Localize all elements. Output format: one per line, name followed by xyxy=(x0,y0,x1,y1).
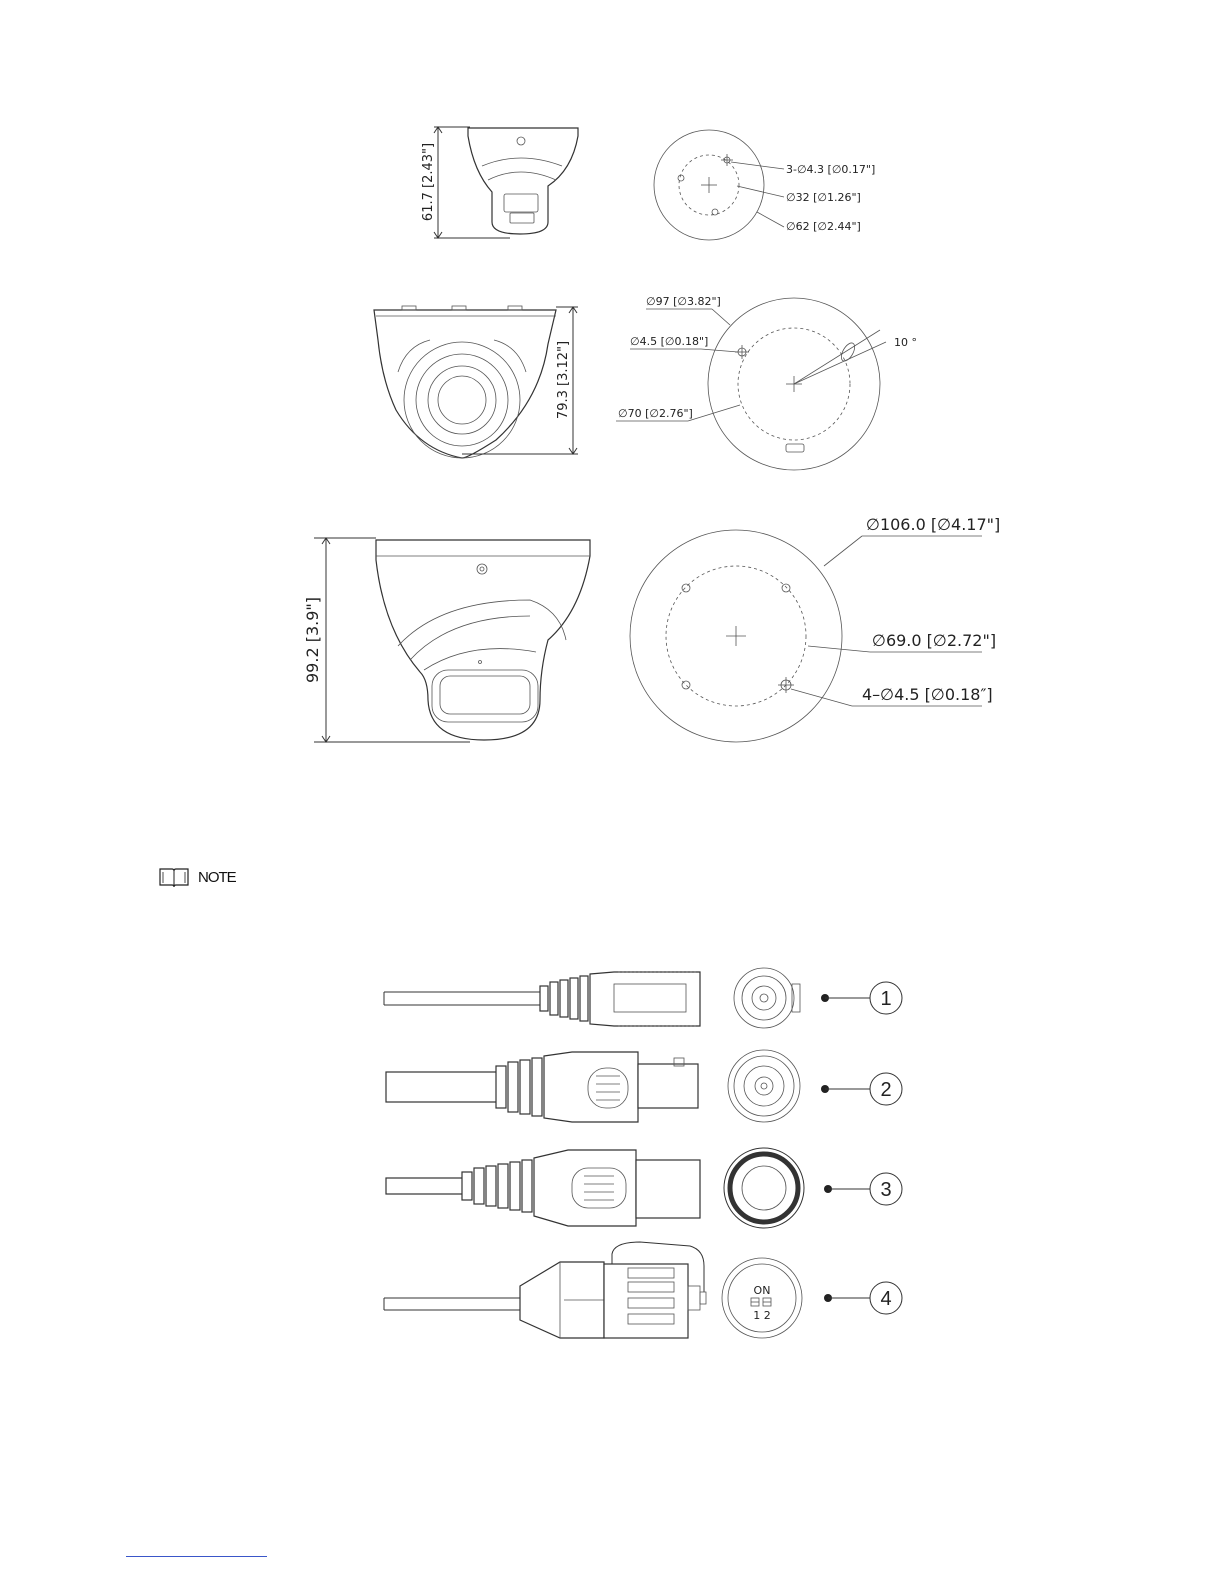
camera-a-base-view xyxy=(654,130,784,240)
cable-4-connector xyxy=(384,1242,802,1338)
camera-a-bolt-circle-label: ∅32 [∅1.26"] xyxy=(786,191,861,204)
camera-b-hole-label: ∅4.5 [∅0.18"] xyxy=(630,335,709,348)
cable-1-number: 1 xyxy=(880,988,892,1010)
camera-b-base-view xyxy=(616,298,886,470)
cable-2-connector xyxy=(386,1050,800,1122)
note-label: NOTE xyxy=(198,868,236,886)
cable-2-number: 2 xyxy=(880,1079,892,1101)
cable-4-number: 4 xyxy=(880,1288,892,1310)
cable-3-number: 3 xyxy=(880,1179,892,1201)
camera-c-side-view xyxy=(314,538,590,742)
camera-c-bolt-circle-label: ∅69.0 [∅2.72"] xyxy=(872,631,997,650)
note-heading xyxy=(158,866,236,888)
camera-a-outer-label: ∅62 [∅2.44"] xyxy=(786,220,861,233)
camera-b-height-label: 79.3 [3.12"] xyxy=(556,340,571,420)
camera-a-height-label: 61.7 [2.43"] xyxy=(421,142,436,222)
camera-a-side-view xyxy=(434,127,578,238)
camera-b-outer-label: ∅97 [∅3.82"] xyxy=(646,295,721,308)
camera-b-angle-label: 10 ° xyxy=(894,336,917,349)
camera-c-holes-label: 4–∅4.5 [∅0.18″] xyxy=(862,685,993,704)
camera-c-height-label: 99.2 [3.9"] xyxy=(303,597,322,683)
cable-3-connector xyxy=(386,1148,804,1228)
cable-1-connector xyxy=(384,968,800,1028)
cable-4-switch-positions-label: 1 2 xyxy=(753,1309,771,1322)
cable-4-switch-on-label: ON xyxy=(753,1284,771,1297)
camera-b-side-view xyxy=(374,306,578,458)
footer-link-rule xyxy=(126,1556,267,1557)
camera-c-outer-label: ∅106.0 [∅4.17"] xyxy=(866,515,1001,534)
book-icon xyxy=(158,866,190,888)
camera-a-holes-label: 3-∅4.3 [∅0.17"] xyxy=(786,163,876,176)
camera-b-bolt-circle-label: ∅70 [∅2.76"] xyxy=(618,407,693,420)
